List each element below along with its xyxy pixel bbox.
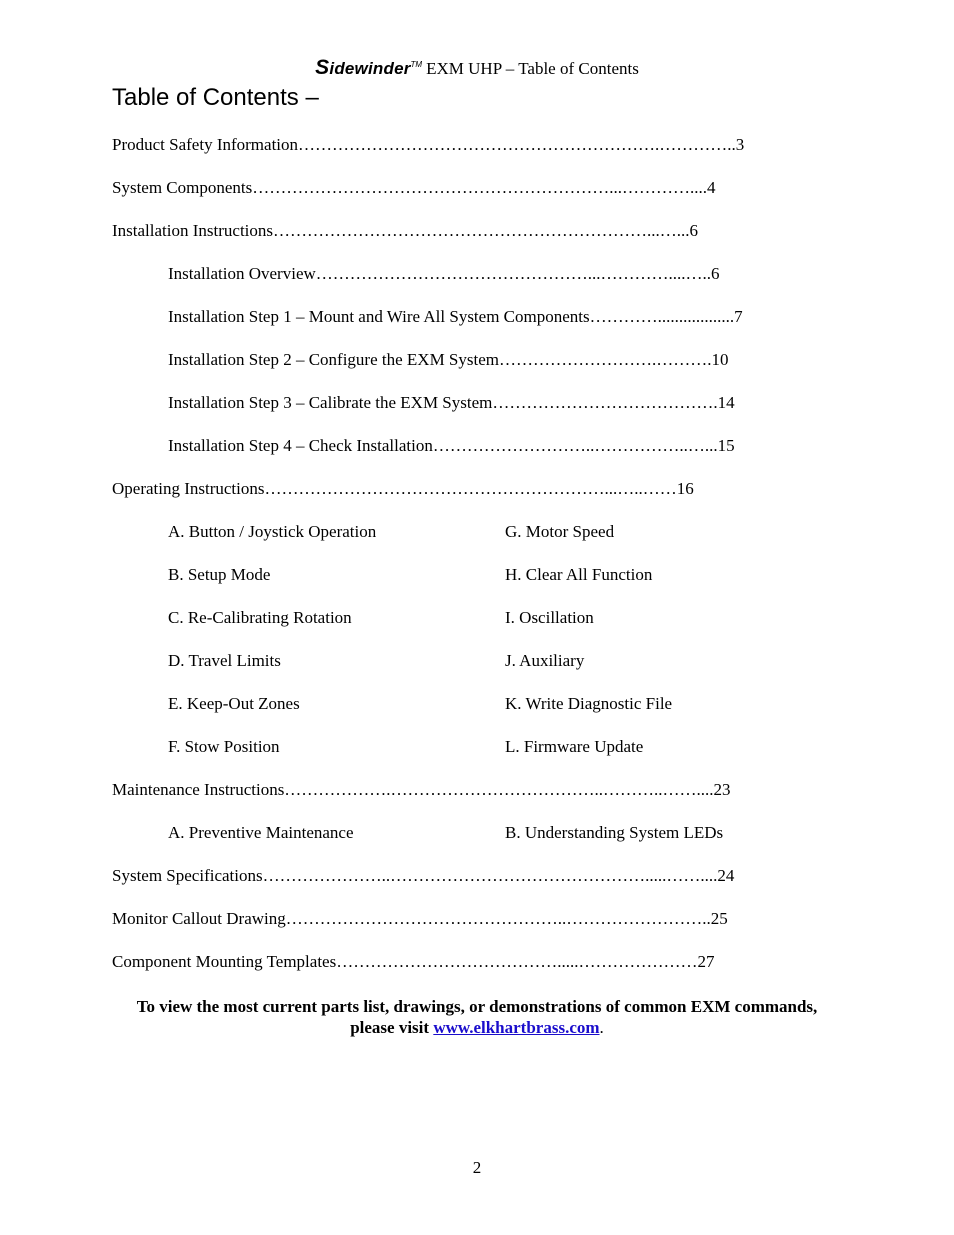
toc-entry-system-specifications: System Specifications…………………..……………………………………….....……....24 (112, 866, 735, 885)
footer-note (0, 996, 954, 1038)
trademark-symbol: TM (410, 60, 423, 70)
footer-line-2 (0, 1017, 954, 1038)
toc-subitem: G. Motor Speed (505, 522, 615, 541)
footer-line-1: To view the most current parts list, drawings, or demonstrations of common EXM commands, (136, 997, 818, 1016)
sidewinder-logo: Sidewinder (315, 56, 411, 79)
page-header (0, 56, 954, 80)
page-number: 2 (472, 1158, 482, 1177)
toc-entry-installation-step-1: Installation Step 1 – Mount and Wire All System Components…………..................7 (168, 307, 743, 326)
toc-entry-product-safety: Product Safety Information……………………………………………………….…………..3 (112, 135, 745, 154)
toc-subitem: B. Understanding System LEDs (505, 823, 724, 842)
toc-subitem: I. Oscillation (505, 608, 594, 627)
toc-entry-component-mounting-templates: Component Mounting Templates………………………………….....…………………27 (112, 952, 715, 971)
toc-subitem: B. Setup Mode (168, 565, 271, 584)
footer-period: . (599, 1018, 604, 1037)
footer-visit-text: please visit (350, 1018, 430, 1037)
toc-subitem: F. Stow Position (168, 737, 280, 756)
toc-entry-installation-step-3: Installation Step 3 – Calibrate the EXM System………………………………….14 (168, 393, 735, 412)
toc-subitem: K. Write Diagnostic File (505, 694, 673, 713)
toc-entry-system-components: System Components………………………………………………………...…………....4 (112, 178, 716, 197)
elkhartbrass-link[interactable]: www.elkhartbrass.com (433, 1018, 600, 1037)
toc-entry-installation-step-2: Installation Step 2 – Configure the EXM System……………………….……….10 (168, 350, 729, 369)
toc-subitem: A. Button / Joystick Operation (168, 522, 377, 541)
toc-entry-installation-overview: Installation Overview…………………………………………...…………....…..6 (168, 264, 720, 283)
header-text: EXM UHP – Table of Contents (426, 59, 639, 78)
toc-entry-installation-instructions: Installation Instructions…………………………………………………………...…...6 (112, 221, 699, 240)
toc-entry-installation-step-4: Installation Step 4 – Check Installation………………………..……………..…...15 (168, 436, 735, 455)
toc-entry-monitor-callout-drawing: Monitor Callout Drawing…………………………………………..……………………..25 (112, 909, 728, 928)
toc-subitem: E. Keep-Out Zones (168, 694, 300, 713)
toc-subitem: D. Travel Limits (168, 651, 281, 670)
toc-entry-maintenance-instructions: Maintenance Instructions……………….………………………………..………..……....23 (112, 780, 731, 799)
page-title: Table of Contents – (112, 84, 319, 111)
toc-subitem: J. Auxiliary (505, 651, 585, 670)
toc-subitem: L. Firmware Update (505, 737, 644, 756)
toc-entry-operating-instructions: Operating Instructions……………………………………………………...…..……16 (112, 479, 694, 498)
toc-subitem: C. Re-Calibrating Rotation (168, 608, 352, 627)
toc-subitem: H. Clear All Function (505, 565, 653, 584)
toc-subitem: A. Preventive Maintenance (168, 823, 354, 842)
